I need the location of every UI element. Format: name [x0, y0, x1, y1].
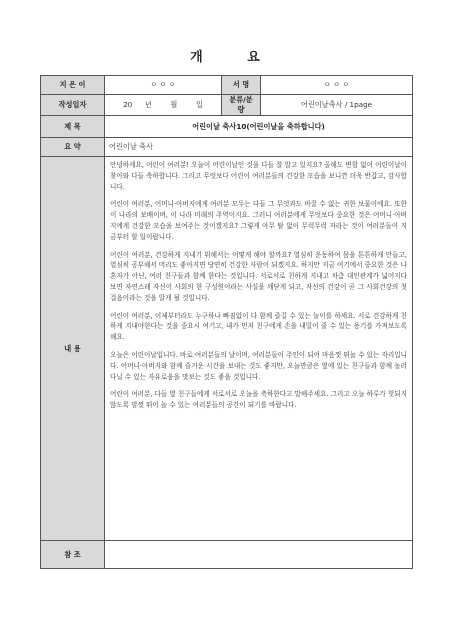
reference-value	[105, 541, 413, 569]
author-row	[41, 76, 413, 95]
content-body	[105, 157, 413, 541]
content-paragraph: 안녕하세요, 어린이 여러분! 오늘이 어린이날인 것을 다들 잘 알고 있지요? 올해도 변함 없이 어린이날이 찾아와 다들 축하합니다. 그리고 무엇보다 어린이 여러분들의 건강한 모습을 보니깐 더욱 반갑고, 감사합니다.	[110, 161, 407, 191]
content-paragraph: 오늘은 어린이날입니다. 바로 여러분들의 날이며, 여러분들이 주인이 되어 마음껏 뛰놀 수 있는 자리입니다. 어머니·아버지와 함께 즐거운 시간을 보내는 것도 좋지만, 오늘만큼은 옆에 있는 친구들과 함께 놀러 다닐 수 있는 자유로움을 맛보는 것도 좋을 것입니다.	[110, 350, 407, 381]
date-day-unit: 일	[195, 100, 203, 109]
date-year-unit: 년	[144, 100, 152, 109]
summary-value: 어린이날 축사	[105, 138, 413, 157]
content-label: 내 용	[41, 157, 105, 541]
reference-label: 참 조	[41, 541, 105, 569]
content-paragraph: 어린이 여러분, 어머니·아버지에게 여러분 모두는 다들 그 무엇과도 바꿀 수 없는 귀한 보물이에요. 또한 이 나라의 보배이며, 이 나라 미래의 주역이지요. 그러니 여러분에게 무엇보다 중요한 것은 어머니·아버지에게 건강한 모습을 보여주는 것이겠지요? 그렇게 아무 탈 없이 무럭무럭 자라는 것이 여러분들이 지금부터 할 일이랍니다.	[110, 200, 407, 241]
author-value: ㅇ ㅇ ㅇ	[105, 76, 222, 95]
category-value: 어린이날축사 / 1page	[261, 95, 413, 116]
summary-label: 요 약	[41, 138, 105, 157]
category-label: 분류/분량	[222, 95, 261, 116]
content-paragraph: 어린이 여러분, 다들 옆 친구들에게 서로서로 오늘을 축하한다고 말해주세요. 그리고 오늘 하루가 헛되지 않도록 맘껏 뛰어 놀 수 있는 여러분들의 공간이 되기를 바랍니다.	[110, 390, 407, 410]
date-year: 20	[123, 100, 133, 109]
date-label: 작성일자	[41, 95, 105, 116]
signature-value: ㅇ ㅇ ㅇ	[261, 76, 413, 95]
subject-label: 제 목	[41, 116, 105, 138]
subject-value: 어린이날 축사10(어린이날을 축하합니다)	[105, 116, 413, 138]
summary-row	[41, 138, 413, 157]
outline-form-table	[40, 75, 413, 569]
subject-row	[41, 116, 413, 138]
signature-label: 서 명	[222, 76, 261, 95]
date-month-unit: 월	[170, 100, 178, 109]
author-label: 지 은 이	[41, 76, 105, 95]
document-title: 개 요	[190, 50, 280, 65]
date-row	[41, 95, 413, 116]
content-row	[41, 157, 413, 541]
reference-row	[41, 541, 413, 569]
content-paragraph: 어린이 여러분, 이제부터라도 누구하나 빠짐없이 다 함께 즐길 수 있는 놀이를 하세요. 서로 건강하게 친하게 지내야한다는 것을 중요시 여기고, 내가 먼저 친구에게 손을 내밀어 줄 수 있는 용기를 가져보도록 해요.	[110, 311, 407, 342]
date-value	[105, 95, 222, 116]
content-paragraph: 어린이 여러분, 건강하게 지내기 위해서는 어떻게 해야 할까요? 열심히 운동하여 몸을 튼튼하게 만들고, 열심히 공부해서 머리도 좋아지면 당연히 건강한 사람이 되겠지요. 하지만 지금 여기에서 중요한 것은 나 혼자가 아닌, 여러 친구들과 함께 한다는 것입니다. 서로서로 친하게 지내고 차츰 대인관계가 넓어지다 보면 자연스레 자신이 사회의 한 구성원이라는 사실을 깨닫게 되고, 자신의 건강이 곧 그 사회건강의 첫걸음이라는 것을 알게 될 것입니다.	[110, 250, 407, 302]
